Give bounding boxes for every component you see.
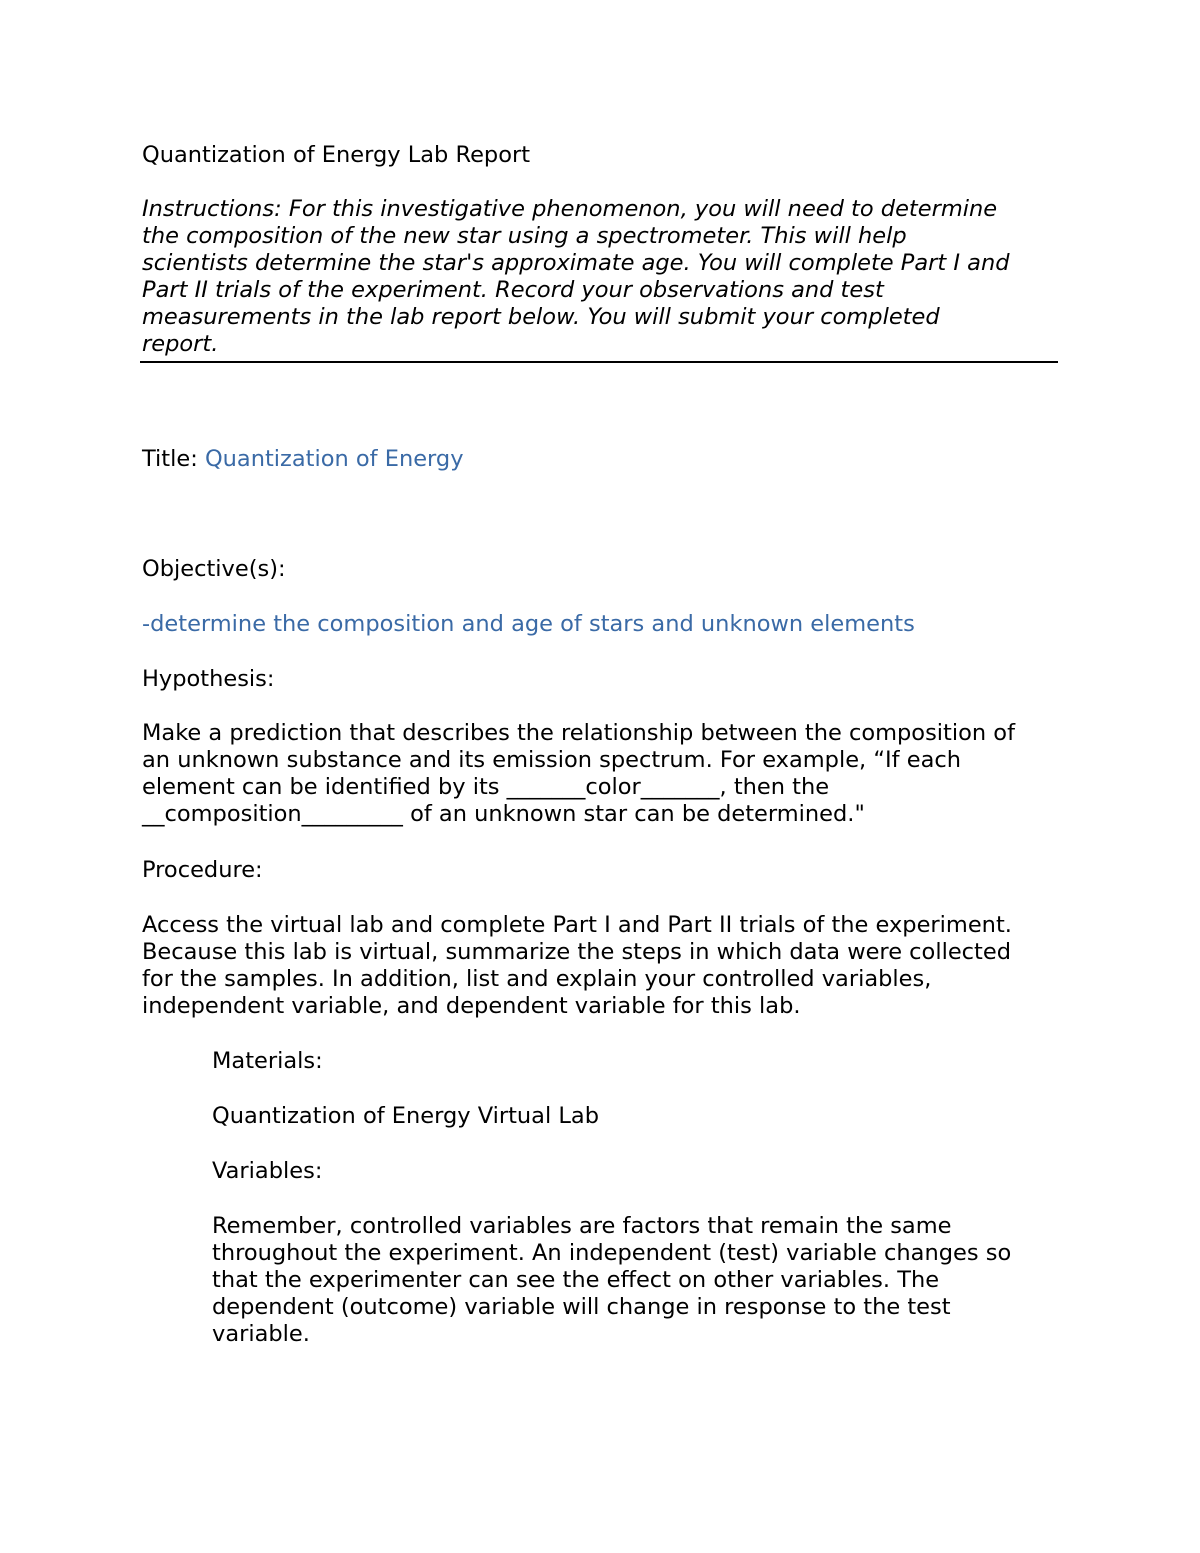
materials-text: Quantization of Energy Virtual Lab <box>212 1103 599 1129</box>
procedure-paragraph <box>142 912 1012 1020</box>
procedure-line: independent variable, and dependent variable for this lab. <box>142 993 801 1019</box>
procedure-heading: Procedure: <box>142 857 263 883</box>
hypothesis-line: __composition_________ of an unknown star can be determined." <box>142 801 865 827</box>
document-title: Quantization of Energy Lab Report <box>142 142 531 168</box>
variables-line: variable. <box>212 1321 310 1347</box>
hypothesis-heading: Hypothesis: <box>142 666 275 692</box>
hypothesis-line: Make a prediction that describes the relationship between the composition of <box>142 720 1015 746</box>
materials-heading: Materials: <box>212 1048 323 1074</box>
hypothesis-paragraph <box>142 720 1015 828</box>
instructions-line: scientists determine the star's approximate age. You will complete Part I and <box>142 250 1010 276</box>
instructions-line: measurements in the lab report below. You will submit your completed <box>142 304 940 330</box>
instructions-paragraph <box>142 196 1010 358</box>
objective-text: -determine the composition and age of stars and unknown elements <box>142 611 915 637</box>
variables-heading: Variables: <box>212 1158 323 1184</box>
title-label: Title: <box>142 446 205 472</box>
instructions-line: Part II trials of the experiment. Record your observations and test <box>142 277 884 303</box>
horizontal-divider <box>140 361 1058 363</box>
objectives-heading: Objective(s): <box>142 556 286 582</box>
procedure-line: Because this lab is virtual, summarize the steps in which data were collected <box>142 939 1011 965</box>
hypothesis-line: an unknown substance and its emission spectrum. For example, “If each <box>142 747 961 773</box>
title-value: Quantization of Energy <box>204 446 464 472</box>
variables-line: Remember, controlled variables are factors that remain the same <box>212 1213 952 1239</box>
hypothesis-line: element can be identified by its _______color_______, then the <box>142 774 830 800</box>
title-line <box>142 446 464 473</box>
procedure-line: Access the virtual lab and complete Part I and Part II trials of the experiment. <box>142 912 1012 938</box>
variables-line: throughout the experiment. An independent (test) variable changes so <box>212 1240 1012 1266</box>
instructions-line: Instructions: For this investigative phenomenon, you will need to determine <box>142 196 998 222</box>
instructions-line: report. <box>142 331 219 357</box>
variables-paragraph <box>212 1213 1011 1348</box>
instructions-line: the composition of the new star using a spectrometer. This will help <box>142 223 907 249</box>
variables-line: dependent (outcome) variable will change in response to the test <box>212 1294 951 1320</box>
procedure-line: for the samples. In addition, list and explain your controlled variables, <box>142 966 932 992</box>
variables-line: that the experimenter can see the effect on other variables. The <box>212 1267 940 1293</box>
